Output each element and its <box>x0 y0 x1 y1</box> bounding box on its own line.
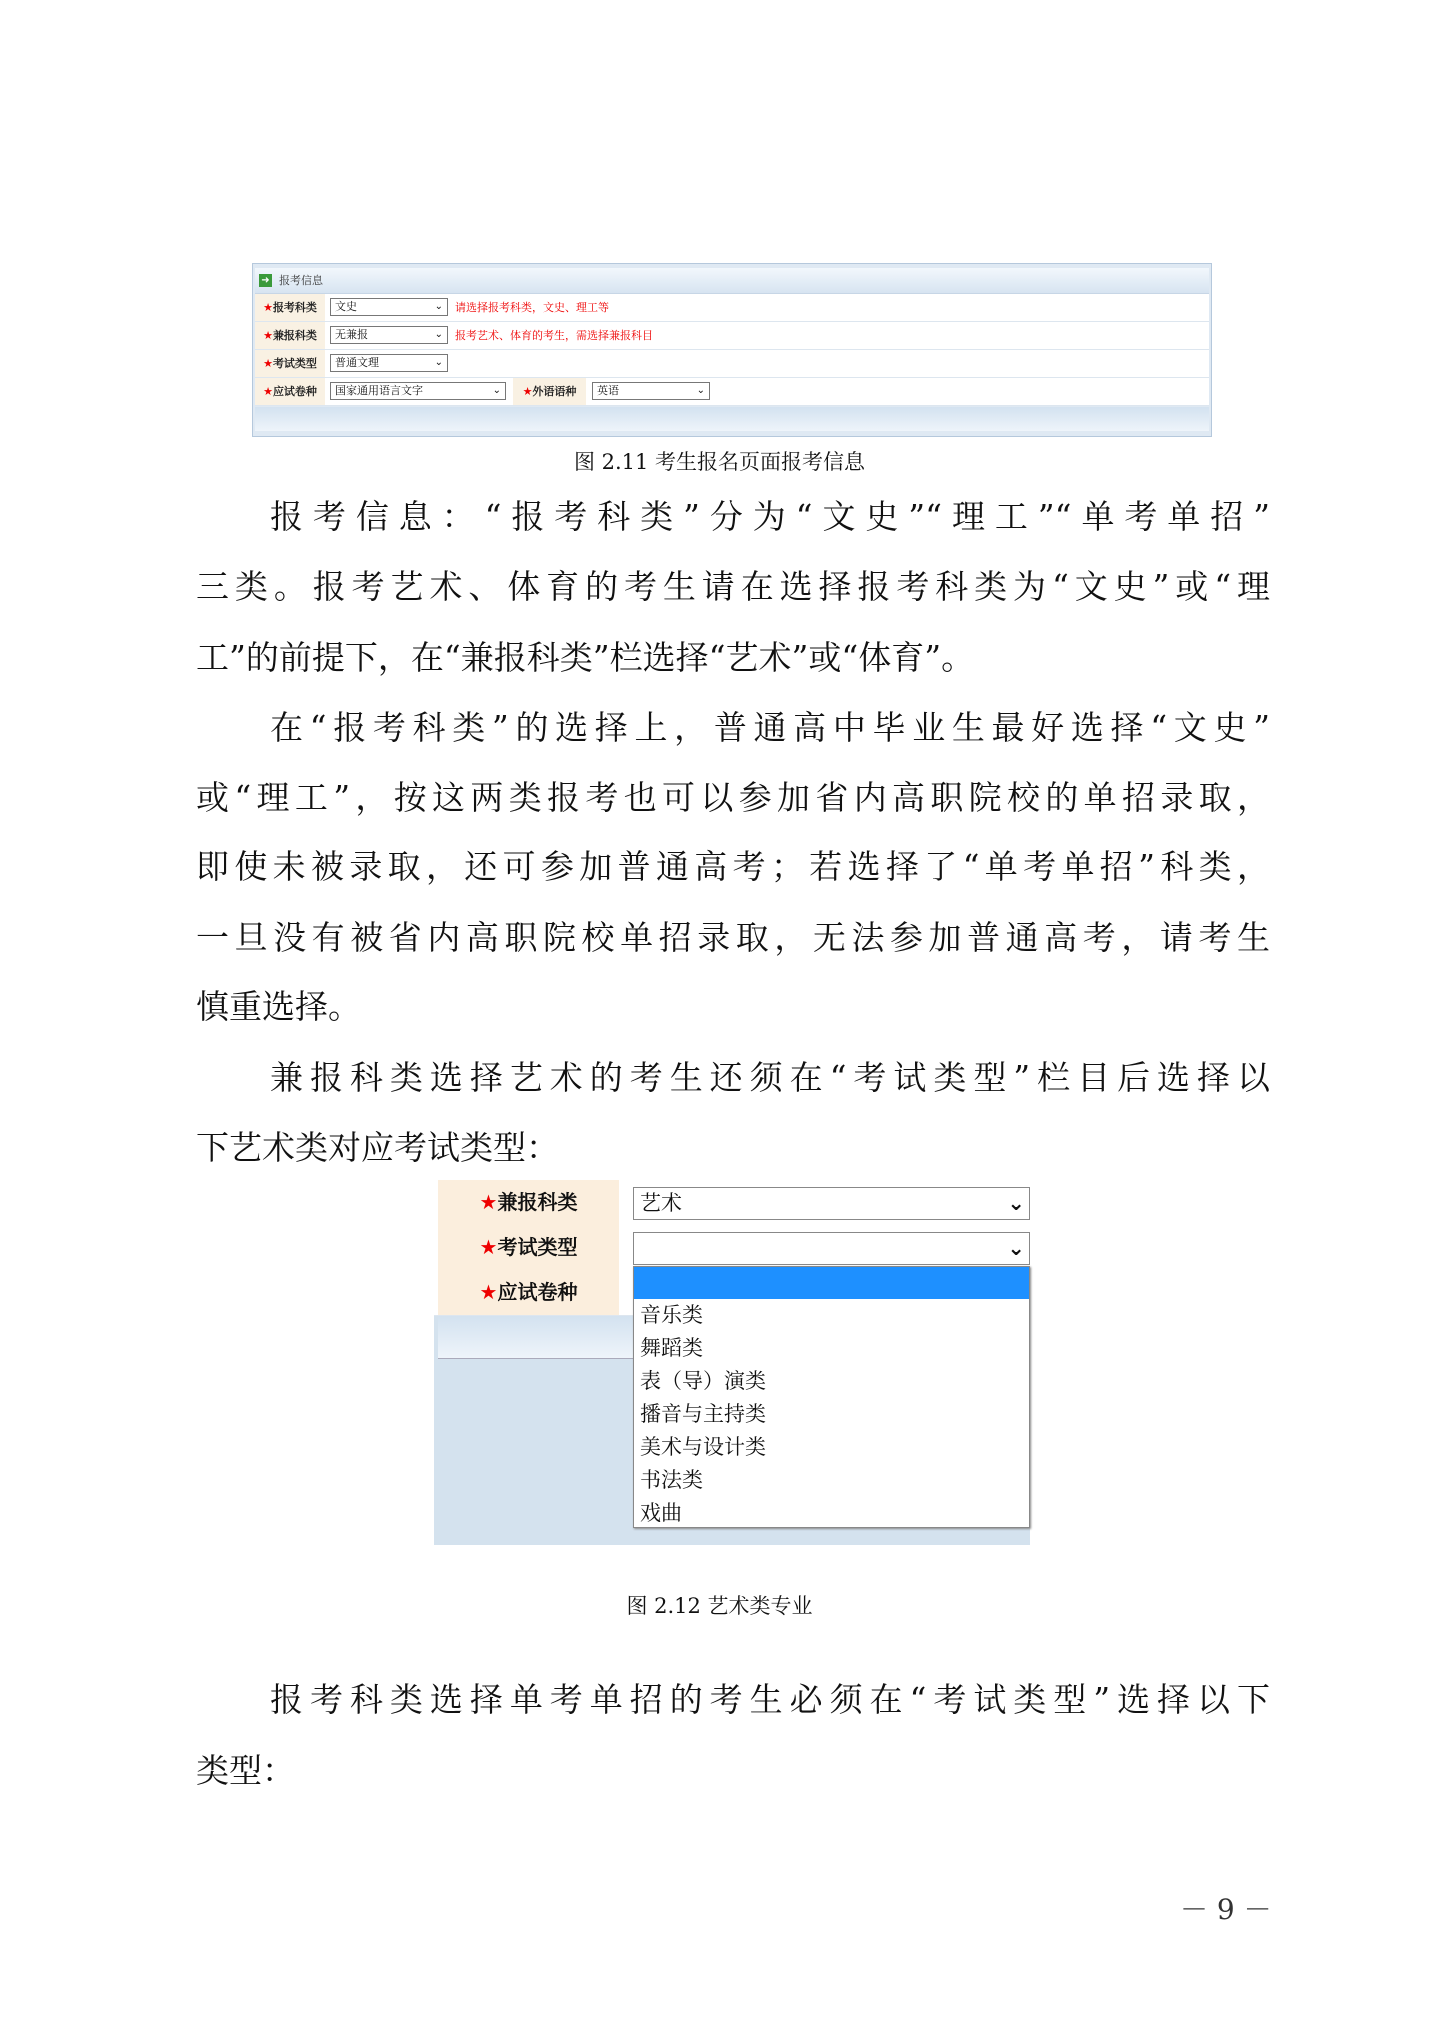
paragraph-line: 工”的前提下，在“兼报科类”栏选择“艺术”或“体育”。 <box>196 638 975 677</box>
dropdown-option-empty-selected[interactable] <box>634 1267 1029 1299</box>
section-header <box>255 268 1209 294</box>
paragraph-line: 在“报考科类”的选择上，普通高中毕业生最好选择“文史” <box>270 708 1270 747</box>
dropdown-option[interactable]: 书法类 <box>640 1468 703 1492</box>
dropdown-option[interactable]: 戏曲 <box>640 1501 682 1525</box>
paragraph-line: 慎重选择。 <box>196 987 361 1026</box>
dropdown-option[interactable]: 美术与设计类 <box>640 1435 766 1459</box>
paragraph-line: 兼报科类选择艺术的考生还须在“考试类型”栏目后选择以 <box>270 1058 1270 1097</box>
dropdown-option[interactable]: 播音与主持类 <box>640 1402 766 1426</box>
exam-type-dropdown-list[interactable] <box>633 1266 1030 1528</box>
field-label: ★考试类型 <box>438 1225 619 1270</box>
figure-caption: 图 2.12 艺术类专业 <box>626 1594 813 1618</box>
field-label: ★兼报科类 <box>255 322 325 349</box>
chevron-down-icon: ⌄ <box>434 357 443 368</box>
arrow-right-icon: ➜ <box>259 274 272 287</box>
concurrent-category-select[interactable]: 艺术 ⌄ <box>633 1187 1030 1220</box>
dropdown-option[interactable]: 表（导）演类 <box>640 1369 766 1393</box>
field-label: ★兼报科类 <box>438 1180 619 1225</box>
field-label: ★考试类型 <box>255 350 325 377</box>
section-title: 报考信息 <box>279 274 323 287</box>
form-row <box>434 1225 1030 1271</box>
form-footer <box>255 407 1209 431</box>
paragraph-line: 三类。报考艺术、体育的考生请在选择报考科类为“文史”或“理 <box>196 567 1270 606</box>
figure-art-categories <box>434 1180 1030 1545</box>
paper-type-select[interactable]: 国家通用语言文字 ⌄ <box>330 382 506 400</box>
dropdown-option[interactable]: 音乐类 <box>640 1303 703 1327</box>
form-footer <box>438 1316 633 1359</box>
page-number: － 9 － <box>1180 1893 1272 1926</box>
foreign-language-select[interactable]: 英语 ⌄ <box>592 382 710 400</box>
paragraph-line: 类型： <box>196 1751 295 1790</box>
form-row <box>255 378 1209 406</box>
figure-registration-info <box>252 263 1212 437</box>
form-row <box>255 294 1209 322</box>
figure-caption: 图 2.11 考生报名页面报考信息 <box>573 450 866 474</box>
field-label: ★应试卷种 <box>438 1270 619 1315</box>
chevron-down-icon: ⌄ <box>1007 1236 1025 1260</box>
chevron-down-icon: ⌄ <box>492 385 501 396</box>
form-row <box>255 350 1209 378</box>
paragraph-line: 或“理工”，按这两类报考也可以参加省内高职院校的单招录取， <box>196 778 1270 817</box>
field-label: ★应试卷种 <box>255 378 325 405</box>
form-row <box>255 322 1209 350</box>
paragraph-line: 下艺术类对应考试类型： <box>196 1128 559 1167</box>
field-hint: 请选择报考科类，文史、理工等 <box>455 301 609 314</box>
form-row <box>434 1180 1030 1226</box>
paragraph-line: 报考信息：“报考科类”分为“文史”“理工”“单考单招” <box>270 497 1270 536</box>
exam-type-select[interactable]: 普通文理 ⌄ <box>330 354 448 372</box>
field-label: ★外语语种 <box>513 378 586 405</box>
chevron-down-icon: ⌄ <box>434 301 443 312</box>
concurrent-category-select[interactable]: 无兼报 ⌄ <box>330 326 448 344</box>
paragraph-line: 报考科类选择单考单招的考生必须在“考试类型”选择以下 <box>270 1680 1270 1719</box>
paragraph-line: 一旦没有被省内高职院校单招录取，无法参加普通高考，请考生 <box>196 918 1270 957</box>
paragraph-line: 即使未被录取，还可参加普通高考；若选择了“单考单招”科类， <box>196 847 1270 886</box>
exam-type-select[interactable] <box>633 1232 1030 1265</box>
chevron-down-icon: ⌄ <box>696 385 705 396</box>
field-hint: 报考艺术、体育的考生，需选择兼报科目 <box>455 329 653 342</box>
field-label: ★报考科类 <box>255 294 325 321</box>
subject-category-select[interactable]: 文史 ⌄ <box>330 298 448 316</box>
chevron-down-icon: ⌄ <box>1007 1191 1025 1215</box>
chevron-down-icon: ⌄ <box>434 329 443 340</box>
dropdown-option[interactable]: 舞蹈类 <box>640 1336 703 1360</box>
